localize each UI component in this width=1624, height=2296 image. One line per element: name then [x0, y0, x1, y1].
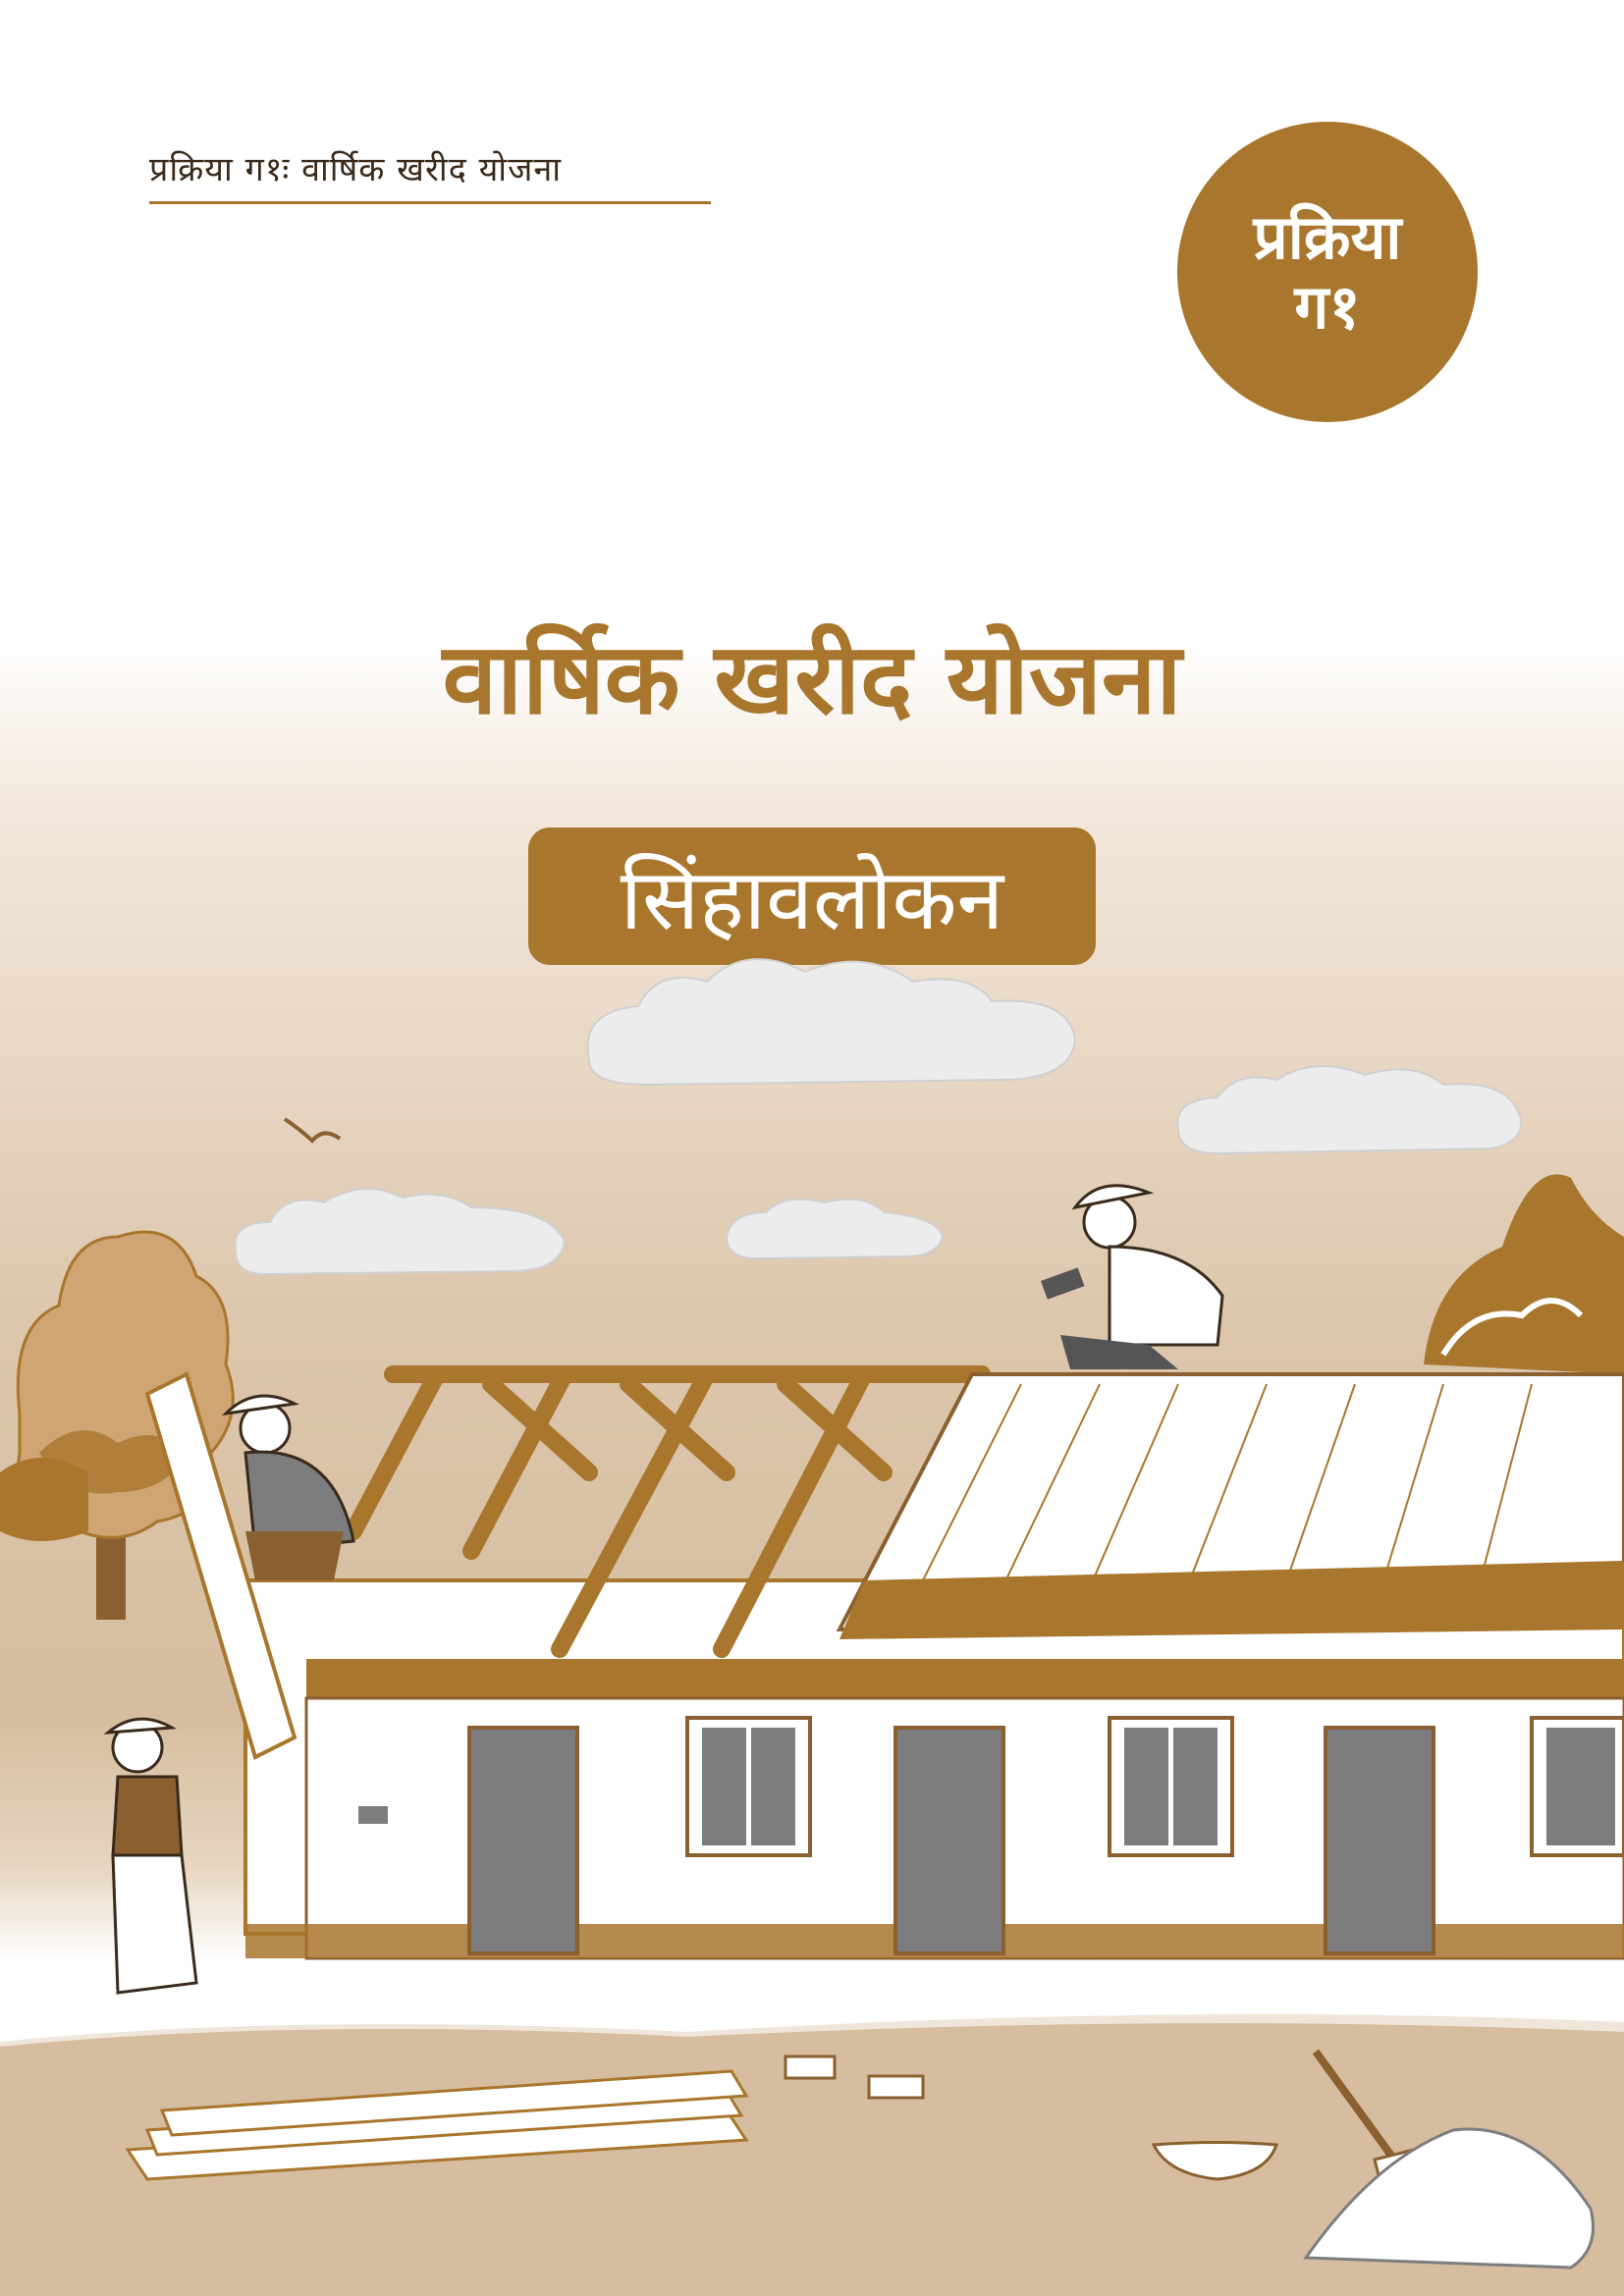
roof-sheets: [839, 1374, 1624, 1639]
bush-right: [1424, 1174, 1624, 1374]
worker-truss: [226, 1396, 353, 1580]
brick-1: [785, 2056, 835, 2078]
page-title: वार्षिक खरीद योजना: [442, 621, 1182, 736]
brick-2: [869, 2076, 923, 2098]
bird: [285, 1119, 340, 1141]
cloud-left: [235, 1189, 565, 1274]
cloud-right: [1178, 1066, 1522, 1153]
badge-line-2: ग१: [1294, 271, 1361, 343]
worker-roof: [1041, 1186, 1222, 1369]
badge-line-1: प्रक्रिया: [1253, 200, 1402, 273]
cloud-small: [727, 1200, 943, 1258]
worker-ground: [108, 1719, 196, 1993]
header-title: प्रक्रिया ग१ः वार्षिक खरीद योजना: [149, 150, 562, 189]
cloud-center: [588, 959, 1075, 1085]
subtitle-text: सिंहावलोकन: [620, 850, 1004, 949]
